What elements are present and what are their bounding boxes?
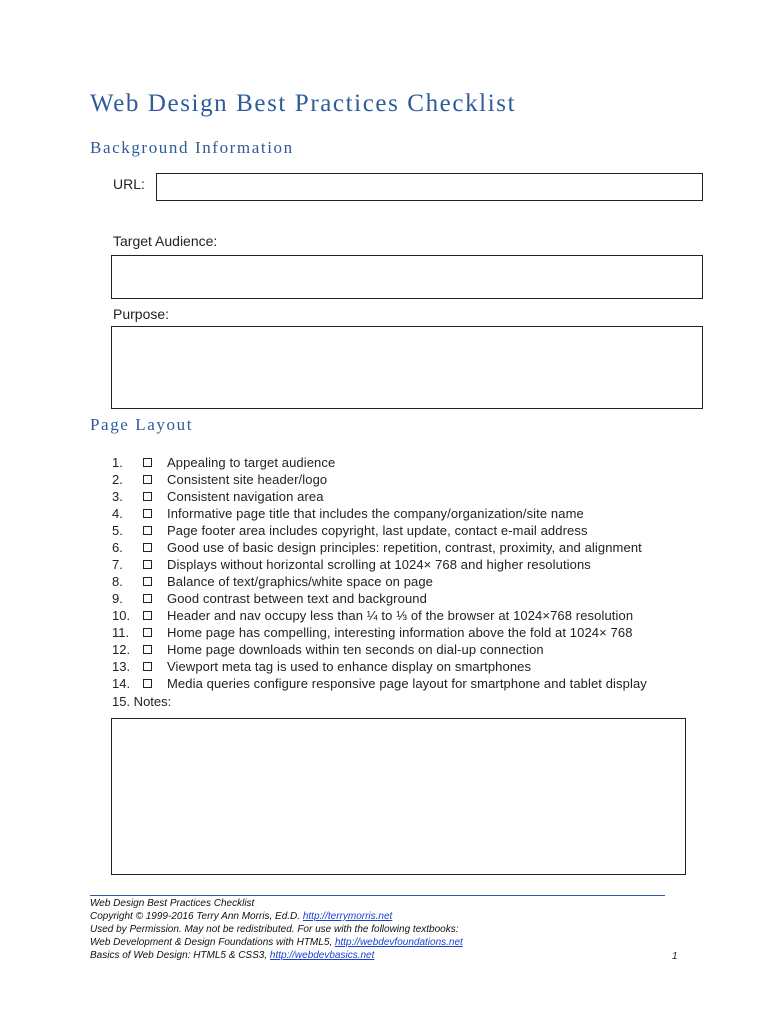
item-number: 2. bbox=[112, 472, 123, 487]
item-text: Home page downloads within ten seconds on dial-up connection bbox=[167, 642, 544, 657]
checklist-item bbox=[112, 675, 712, 692]
checklist-item bbox=[112, 556, 712, 573]
item-number: 9. bbox=[112, 591, 123, 606]
checklist-item bbox=[112, 641, 712, 658]
checkbox[interactable] bbox=[143, 526, 152, 535]
checklist bbox=[112, 454, 712, 692]
item-number: 3. bbox=[112, 489, 123, 504]
checkbox[interactable] bbox=[143, 662, 152, 671]
checkbox[interactable] bbox=[143, 594, 152, 603]
item-number: 7. bbox=[112, 557, 123, 572]
item-number: 6. bbox=[112, 540, 123, 555]
purpose-field[interactable] bbox=[111, 326, 703, 409]
checkbox[interactable] bbox=[143, 458, 152, 467]
checkbox[interactable] bbox=[143, 645, 152, 654]
item-text: Balance of text/graphics/white space on page bbox=[167, 574, 434, 589]
checklist-item bbox=[112, 590, 712, 607]
checklist-item bbox=[112, 505, 712, 522]
checklist-item bbox=[112, 539, 712, 556]
item-text: Appealing to target audience bbox=[167, 455, 336, 470]
item-number: 12. bbox=[112, 642, 131, 657]
target-audience-field[interactable] bbox=[111, 255, 703, 299]
item-text: Page footer area includes copyright, last update, contact e-mail address bbox=[167, 523, 588, 538]
checklist-item bbox=[112, 471, 712, 488]
checkbox[interactable] bbox=[143, 577, 152, 586]
item-text: Good contrast between text and background bbox=[167, 591, 427, 606]
item-text: Viewport meta tag is used to enhance display on smartphones bbox=[167, 659, 532, 674]
item-text: Home page has compelling, interesting information above the fold at 1024× 768 bbox=[167, 625, 633, 640]
footer-copyright bbox=[90, 910, 680, 923]
footer bbox=[90, 897, 680, 962]
item-text: Media queries configure responsive page layout for smartphone and tablet display bbox=[167, 676, 647, 691]
footer-textbook-1 bbox=[90, 936, 680, 949]
purpose-label: Purpose: bbox=[113, 306, 170, 322]
checklist-item bbox=[112, 658, 712, 675]
checklist-item bbox=[112, 488, 712, 505]
page-title: Web Design Best Practices Checklist bbox=[90, 90, 517, 117]
checklist-item bbox=[112, 573, 712, 590]
item-text: Header and nav occupy less than ¼ to ⅓ of the browser at 1024×768 resolution bbox=[167, 608, 634, 623]
checklist-item bbox=[112, 624, 712, 641]
target-audience-label: Target Audience: bbox=[113, 233, 218, 249]
checkbox[interactable] bbox=[143, 560, 152, 569]
footer-divider bbox=[90, 895, 665, 896]
item-number: 8. bbox=[112, 574, 123, 589]
item-text: Good use of basic design principles: repetition, contrast, proximity, and alignment bbox=[167, 540, 642, 555]
checkbox[interactable] bbox=[143, 679, 152, 688]
footer-title: Web Design Best Practices Checklist bbox=[90, 898, 255, 909]
item-number: 1. bbox=[112, 455, 123, 470]
textbook-2-text: Basics of Web Design: HTML5 & CSS3, bbox=[90, 950, 270, 961]
background-heading: Background Information bbox=[90, 138, 294, 157]
url-label: URL: bbox=[113, 176, 145, 192]
checkbox[interactable] bbox=[143, 628, 152, 637]
item-number: 11. bbox=[112, 625, 130, 640]
checkbox[interactable] bbox=[143, 611, 152, 620]
checklist-item bbox=[112, 522, 712, 539]
item-number: 13. bbox=[112, 659, 131, 674]
item-number: 10. bbox=[112, 608, 131, 623]
item-text: Displays without horizontal scrolling at 1024× 768 and higher resolutions bbox=[167, 557, 591, 572]
notes-field[interactable] bbox=[111, 718, 686, 875]
checkbox[interactable] bbox=[143, 509, 152, 518]
checkbox[interactable] bbox=[143, 492, 152, 501]
textbook-1-text: Web Development & Design Foundations with HTML5, bbox=[90, 937, 335, 948]
item-number: 14. bbox=[112, 676, 131, 691]
terrymorris-link[interactable]: http://terrymorris.net bbox=[302, 911, 393, 922]
item-text: Informative page title that includes the company/organization/site name bbox=[167, 506, 584, 521]
page-layout-heading: Page Layout bbox=[90, 415, 194, 434]
footer-permission: Used by Permission. May not be redistributed. For use with the following textbooks: bbox=[90, 924, 459, 935]
url-field[interactable] bbox=[156, 173, 703, 201]
webdevfoundations-link[interactable]: http://webdevfoundations.net bbox=[334, 937, 463, 948]
copyright-text: Copyright © 1999-2016 Terry Ann Morris, Ed.D. bbox=[90, 911, 303, 922]
checklist-item bbox=[112, 454, 712, 471]
item-text: Consistent navigation area bbox=[167, 489, 324, 504]
webdevbasics-link[interactable]: http://webdevbasics.net bbox=[269, 950, 375, 961]
item-number: 5. bbox=[112, 523, 123, 538]
item-text: Consistent site header/logo bbox=[167, 472, 328, 487]
checkbox[interactable] bbox=[143, 475, 152, 484]
item-number: 4. bbox=[112, 506, 123, 521]
page-number: 1 bbox=[672, 951, 678, 962]
checklist-item bbox=[112, 607, 712, 624]
footer-textbook-2 bbox=[90, 949, 680, 962]
notes-label: 15. Notes: bbox=[112, 694, 172, 709]
checkbox[interactable] bbox=[143, 543, 152, 552]
